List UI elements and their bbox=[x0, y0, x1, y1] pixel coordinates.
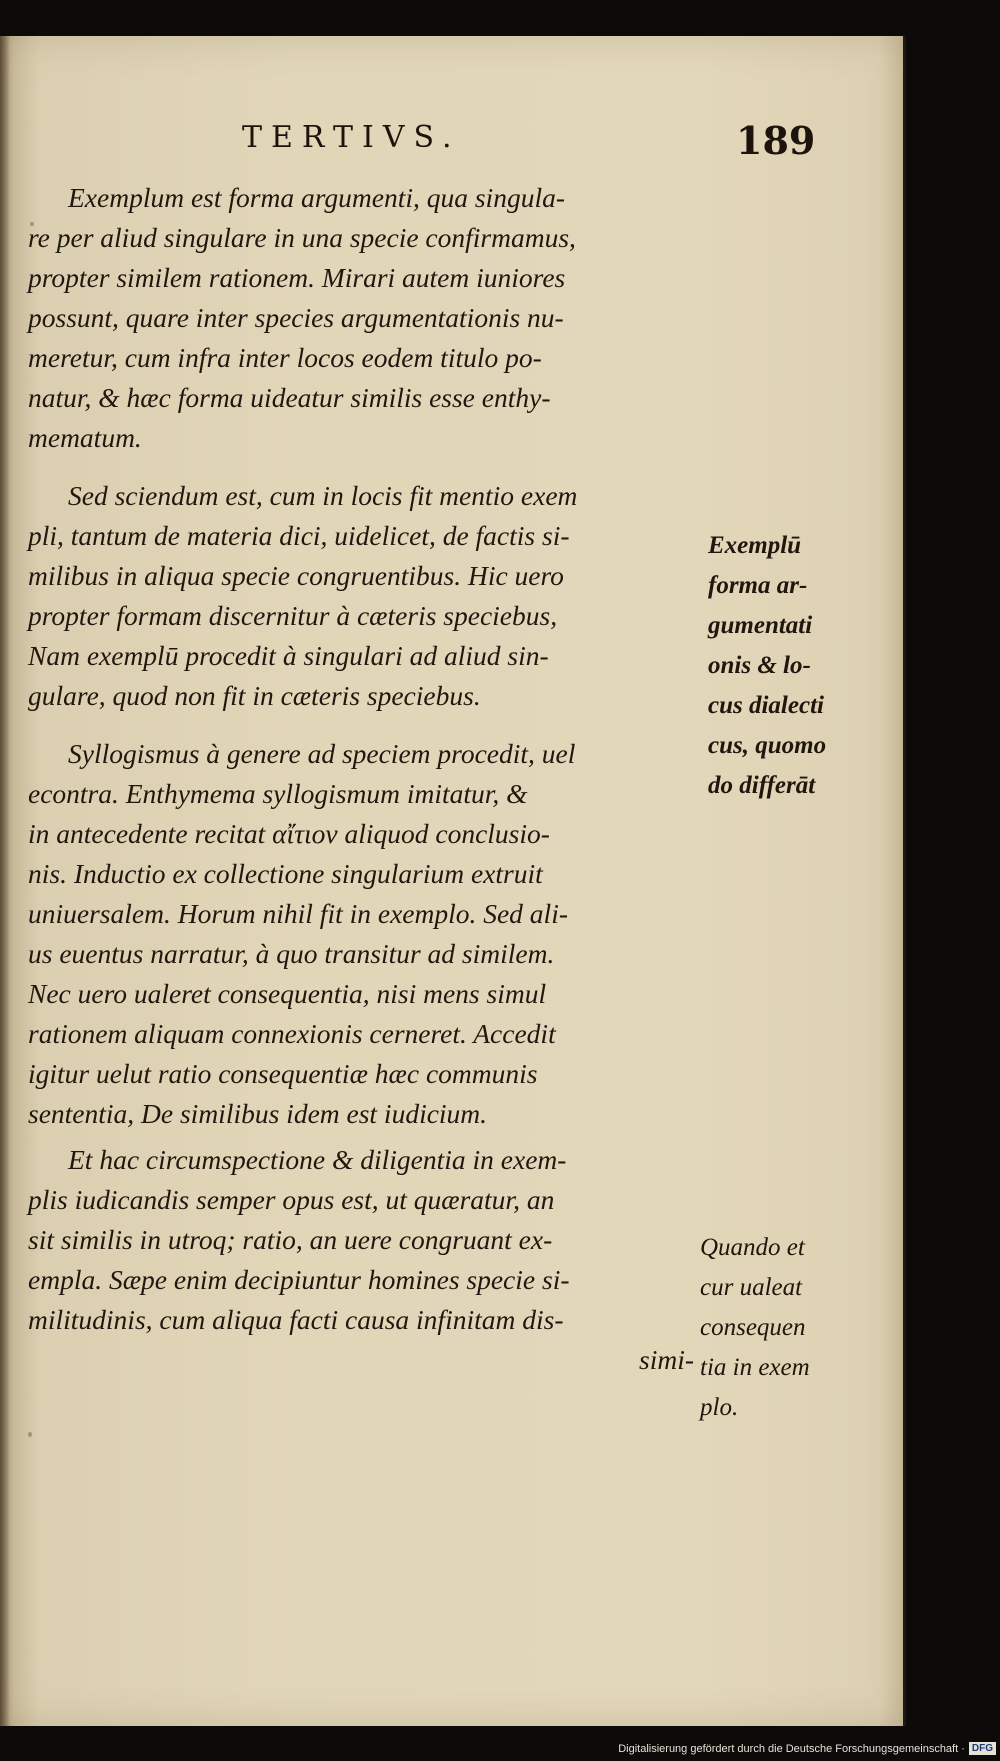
text-line: sit similis in utroq; ratio, an uere congruant ex- bbox=[28, 1224, 553, 1255]
text-line: igitur uelut ratio consequentiæ hæc communis bbox=[28, 1058, 538, 1089]
margin-line: do differāt bbox=[708, 772, 816, 799]
margin-line: consequen bbox=[700, 1314, 806, 1341]
paragraph-2 bbox=[28, 476, 698, 716]
margin-line: onis & lo- bbox=[708, 652, 811, 679]
book-page bbox=[0, 36, 906, 1726]
dfg-logo: DFG bbox=[969, 1742, 996, 1755]
text-line: re per aliud singulare in una specie confirmamus, bbox=[28, 222, 576, 253]
margin-line: Quando et bbox=[700, 1234, 805, 1261]
text-line: milibus in aliqua specie congruentibus. Hic uero bbox=[28, 560, 564, 591]
margin-line: cus dialecti bbox=[708, 692, 824, 719]
text-line: econtra. Enthymema syllogismum imitatur, & bbox=[28, 778, 528, 809]
margin-line: plo. bbox=[700, 1394, 739, 1421]
text-line: Nam exemplū procedit à singulari ad aliud sin- bbox=[28, 640, 549, 671]
paragraph-3 bbox=[28, 734, 698, 1134]
margin-line: cur ualeat bbox=[700, 1274, 803, 1301]
text-line: Syllogismus à genere ad speciem procedit, uel bbox=[68, 738, 576, 769]
text-line: pli, tantum de materia dici, uidelicet, de factis si- bbox=[28, 520, 570, 551]
text-line: natur, & hæc forma uideatur similis esse enthy- bbox=[28, 382, 551, 413]
margin-line: Exemplū bbox=[708, 532, 802, 559]
ink-speck bbox=[28, 1432, 32, 1437]
text-line: in antecedente recitat αἴτιον aliquod conclusio- bbox=[28, 818, 550, 849]
text-line: sententia, De similibus idem est iudicium. bbox=[28, 1098, 488, 1129]
paragraph-gap bbox=[28, 458, 698, 476]
marginal-note-exemplum bbox=[708, 526, 868, 806]
running-head: TERTIVS. bbox=[242, 120, 461, 155]
text-line: Exemplum est forma argumenti, qua singula- bbox=[68, 182, 565, 213]
marginal-note-consequentia bbox=[700, 1228, 860, 1428]
text-line: Nec uero ualeret consequentia, nisi mens simul bbox=[28, 978, 547, 1009]
text-line: militudinis, cum aliqua facti causa infinitam dis- bbox=[28, 1304, 564, 1335]
catchword: simi- bbox=[639, 1344, 694, 1375]
main-text-block bbox=[28, 178, 698, 1380]
text-line: plis iudicandis semper opus est, ut quæratur, an bbox=[28, 1184, 555, 1215]
text-line: us euentus narratur, à quo transitur ad similem. bbox=[28, 938, 555, 969]
text-line: meretur, cum infra inter locos eodem titulo po- bbox=[28, 342, 542, 373]
text-line: Sed sciendum est, cum in locis fit mentio exem bbox=[68, 480, 578, 511]
text-line: propter similem rationem. Mirari autem iuniores bbox=[28, 262, 566, 293]
text-line: rationem aliquam connexionis cerneret. Accedit bbox=[28, 1018, 556, 1049]
text-line: uniuersalem. Horum nihil fit in exemplo. Sed ali- bbox=[28, 898, 568, 929]
paragraph-4 bbox=[28, 1140, 698, 1380]
margin-line: cus, quomo bbox=[708, 732, 827, 759]
credit-text: Digitalisierung gefördert durch die Deutsche Forschungsgemeinschaft · bbox=[618, 1742, 965, 1755]
ink-speck bbox=[30, 222, 34, 226]
margin-line: forma ar- bbox=[708, 572, 808, 599]
text-line: possunt, quare inter species argumentationis nu- bbox=[28, 302, 564, 333]
margin-line: tia in exem bbox=[700, 1354, 810, 1381]
page-header bbox=[0, 120, 906, 180]
text-line: propter formam discernitur à cæteris speciebus, bbox=[28, 600, 558, 631]
text-line: Et hac circumspectione & diligentia in exem- bbox=[68, 1144, 567, 1175]
page-number: 189 bbox=[736, 118, 816, 163]
paragraph-gap bbox=[28, 716, 698, 734]
text-line: nis. Inductio ex collectione singularium extruit bbox=[28, 858, 543, 889]
text-line: mematum. bbox=[28, 422, 142, 453]
text-line: gulare, quod non fit in cæteris speciebus. bbox=[28, 680, 481, 711]
digitization-credit bbox=[618, 1742, 996, 1755]
text-line: empla. Sæpe enim decipiuntur homines specie si- bbox=[28, 1264, 570, 1295]
paragraph-1 bbox=[28, 178, 698, 458]
margin-line: gumentati bbox=[708, 612, 813, 639]
